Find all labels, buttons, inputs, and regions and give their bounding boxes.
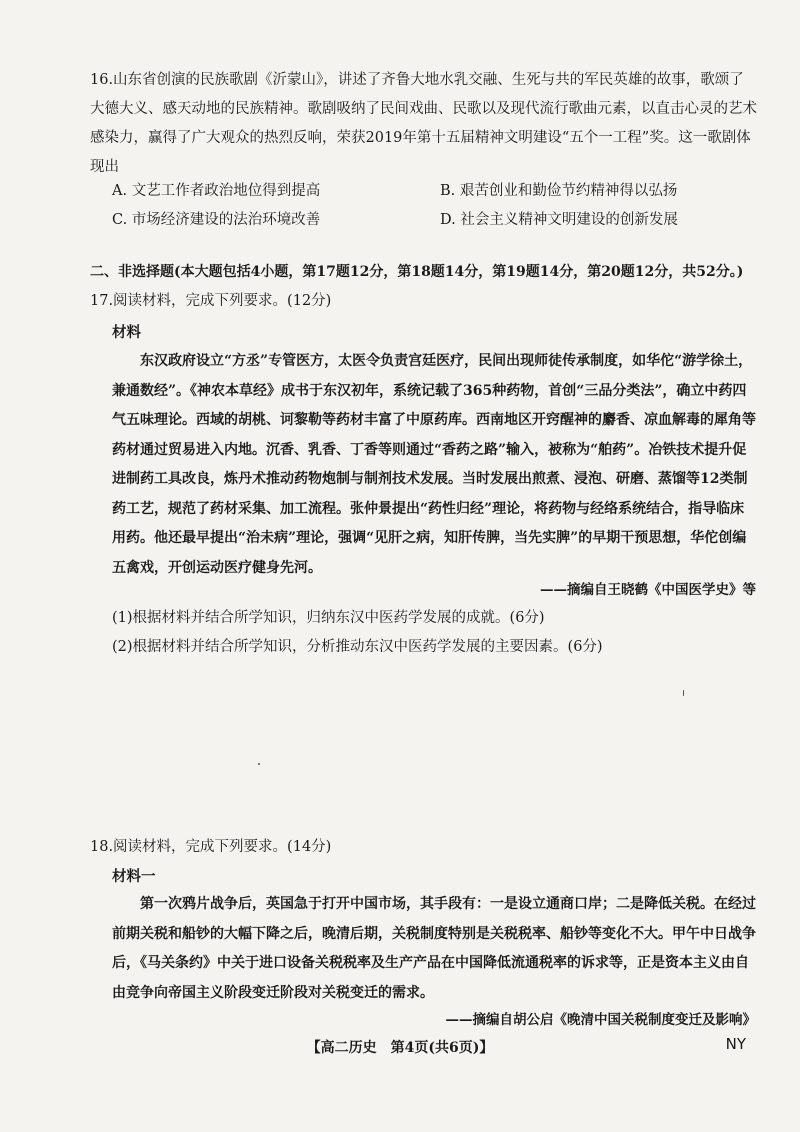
question-17-source: ——摘编自王晓鹤《中国医学史》等 <box>540 582 756 598</box>
question-16-option-a: A. 文艺工作者政治地位得到提高 <box>112 183 321 199</box>
question-18-material-label: 材料一 <box>112 868 156 885</box>
question-16-option-b: B. 艰苦创业和勤俭节约精神得以弘扬 <box>440 183 678 199</box>
scan-speck <box>258 763 260 765</box>
question-18-source: ——摘编自胡公启《晚清中国关税制度变迁及影响》 <box>445 1012 756 1028</box>
section-2-heading: 二、非选择题(本大题包括4小题，第17题12分，第18题14分，第19题14分，第20题12分，共52分。) <box>90 264 744 280</box>
question-17-material: 东汉政府设立“方丞”专管医方，太医令负责宫廷医疗，民间出现师徒传承制度，如华佗“游学徐土，兼通数经”。《神农本草经》成书于东汉初年，系统记载了365种药物，首创“三品分类法”，确立中药四气五味理论。西域的胡桃、诃黎勒等药材丰富了中原药库。西南地区开窍醒神的麝香、凉血解毒的犀角等药材通过贸易进入内地。沉香、乳香、丁香等则通过“香药之路”输入，被称为“舶药”。冶铁技术提升促进制药工具改良，炼丹术推动药物炮制与制剂技术发展。当时发展出煎煮、浸泡、研磨、蒸馏等12类制药工艺，规范了药材采集、加工流程。张仲景提出“药性归经”理论，将药物与经络系统结合，指导临床用药。他还最早提出“治未病”理论，强调“见肝之病，知肝传脾，当先实脾”的早期干预思想，华佗创编五禽戏，开创运动医疗健身先河。 <box>112 353 756 576</box>
question-17-stem: 17.阅读材料，完成下列要求。(12分) <box>90 293 332 309</box>
scan-speck <box>683 690 684 696</box>
footer-code: NY <box>725 1035 746 1053</box>
question-18-stem: 18.阅读材料，完成下列要求。(14分) <box>90 839 332 855</box>
question-16-option-d: D. 社会主义精神文明建设的创新发展 <box>440 212 678 228</box>
question-16-stem: 16.山东省创演的民族歌剧《沂蒙山》，讲述了齐鲁大地水乳交融、生死与共的军民英雄的故事，歌颂了大德大义、感天动地的民族精神。歌剧吸纳了民间戏曲、民歌以及现代流行歌曲元素，以直击心灵的艺术感染力，赢得了广大观众的热烈反响，荣获2019年第十五届精神文明建设“五个一工程”奖。这一歌剧体现出 <box>90 72 757 175</box>
question-16-option-c: C. 市场经济建设的法治环境改善 <box>112 212 321 228</box>
question-18-material: 第一次鸦片战争后，英国急于打开中国市场，其手段有：一是设立通商口岸；二是降低关税。在经过前期关税和船钞的大幅下降之后，晚清后期，关税制度特别是关税税率、船钞等变化不大。甲午中日战争后，《马关条约》中关于进口设备关税税率及生产产品在中国降低流通税率的诉求等，正是资本主义由自由竞争向帝国主义阶段变迁阶段对关税变迁的需求。 <box>112 896 756 1001</box>
question-17-material-label: 材料 <box>112 324 141 341</box>
page-footer: 【高二历史 第4页(共6页)】 <box>306 1040 494 1056</box>
question-17-subquestion-1: (1)根据材料并结合所学知识，归纳东汉中医药学发展的成就。(6分) <box>112 610 545 626</box>
question-17-subquestion-2: (2)根据材料并结合所学知识，分析推动东汉中医药学发展的主要因素。(6分) <box>112 639 603 655</box>
